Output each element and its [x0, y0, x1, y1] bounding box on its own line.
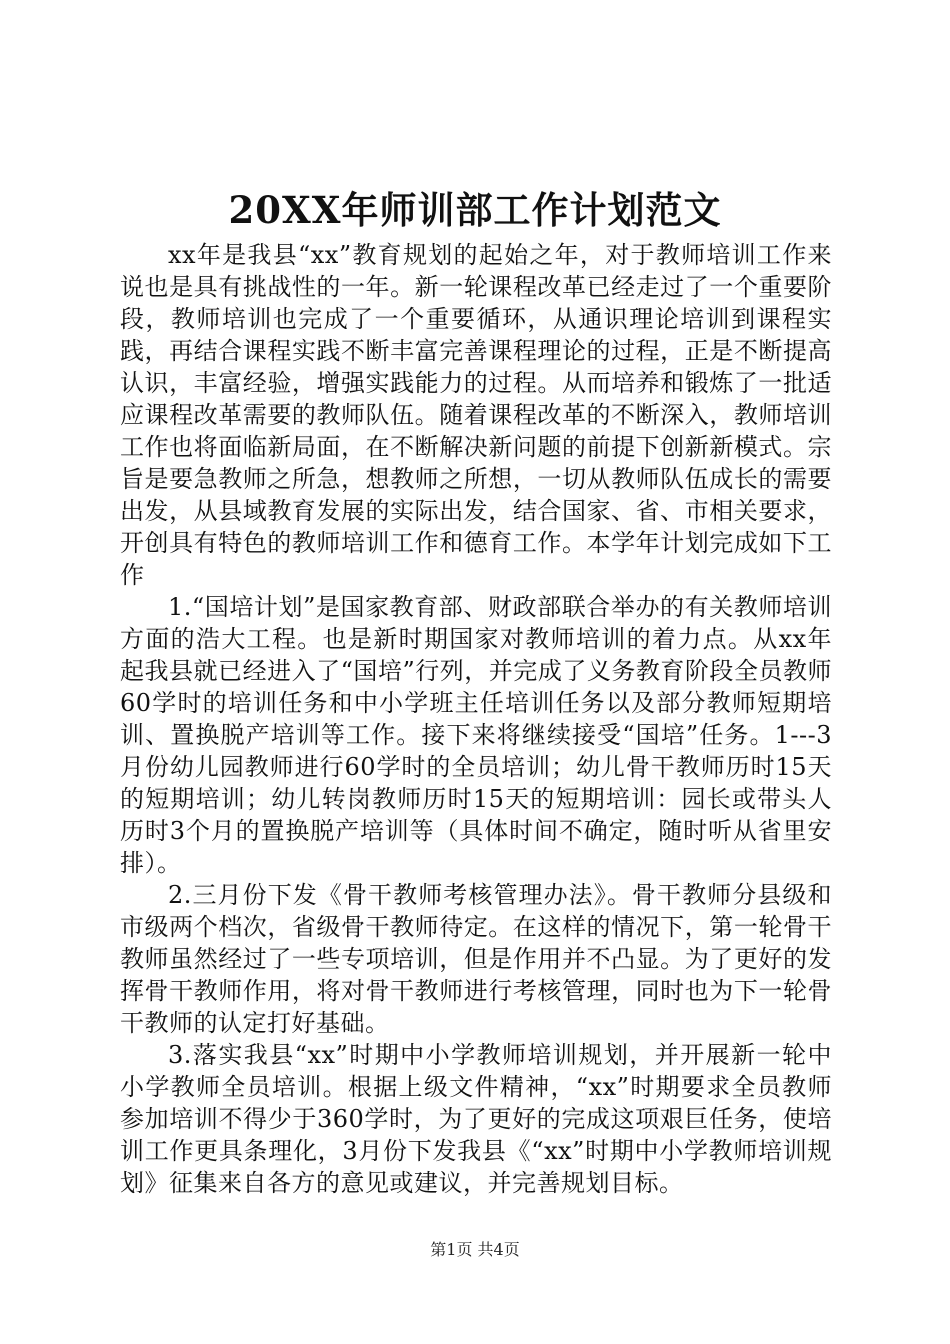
paragraph-intro: xx年是我县“xx”教育规划的起始之年，对于教师培训工作来说也是具有挑战性的一年。新一轮课程改革已经走过了一个重要阶段，教师培训也完成了一个重要循环，从通识理论培训到课程实践，再结合课程实践不断丰富完善课程理论的过程，正是不断提高认识，丰富经验，增强实践能力的过程。从而培养和锻炼了一批适应课程改革需要的教师队伍。随着课程改革的不断深入，教师培训工作也将面临新局面，在不断解决新问题的前提下创新新模式。宗旨是要急教师之所急，想教师之所想，一切从教师队伍成长的需要出发，从县域教育发展的实际出发，结合国家、省、市相关要求，开创具有特色的教师培训工作和德育工作。本学年计划完成如下工作: [120, 241, 832, 589]
paragraph-item-3: 3.落实我县“xx”时期中小学教师培训规划，并开展新一轮中小学教师全员培训。根据上级文件精神，“xx”时期要求全员教师参加培训不得少于360学时，为了更好的完成这项艰巨任务，使培训工作更具条理化，3月份下发我县《“xx”时期中小学教师培训规划》征集来自各方的意见或建议，并完善规划目标。: [120, 1041, 832, 1197]
paragraph-item-2: 2.三月份下发《骨干教师考核管理办法》。骨干教师分县级和市级两个档次，省级骨干教师待定。在这样的情况下，第一轮骨干教师虽然经过了一些专项培训，但是作用并不凸显。为了更好的发挥骨干教师作用，将对骨干教师进行考核管理，同时也为下一轮骨干教师的认定打好基础。: [120, 881, 832, 1037]
paragraph-item-1: 1.“国培计划”是国家教育部、财政部联合举办的有关教师培训方面的浩大工程。也是新时期国家对教师培训的着力点。从xx年起我县就已经进入了“国培”行列，并完成了义务教育阶段全员教师60学时的培训任务和中小学班主任培训任务以及部分教师短期培训、置换脱产培训等工作。接下来将继续接受“国培”任务。1---3月份幼儿园教师进行60学时的全员培训；幼儿骨干教师历时15天的短期培训；幼儿转岗教师历时15天的短期培训：园长或带头人历时3个月的置换脱产培训等（具体时间不确定，随时听从省里安排）。: [120, 593, 832, 877]
document-title: 20XX年师训部工作计划范文: [228, 188, 722, 232]
document-body: [120, 239, 832, 1199]
page-footer: 第1页 共4页: [430, 1240, 520, 1259]
